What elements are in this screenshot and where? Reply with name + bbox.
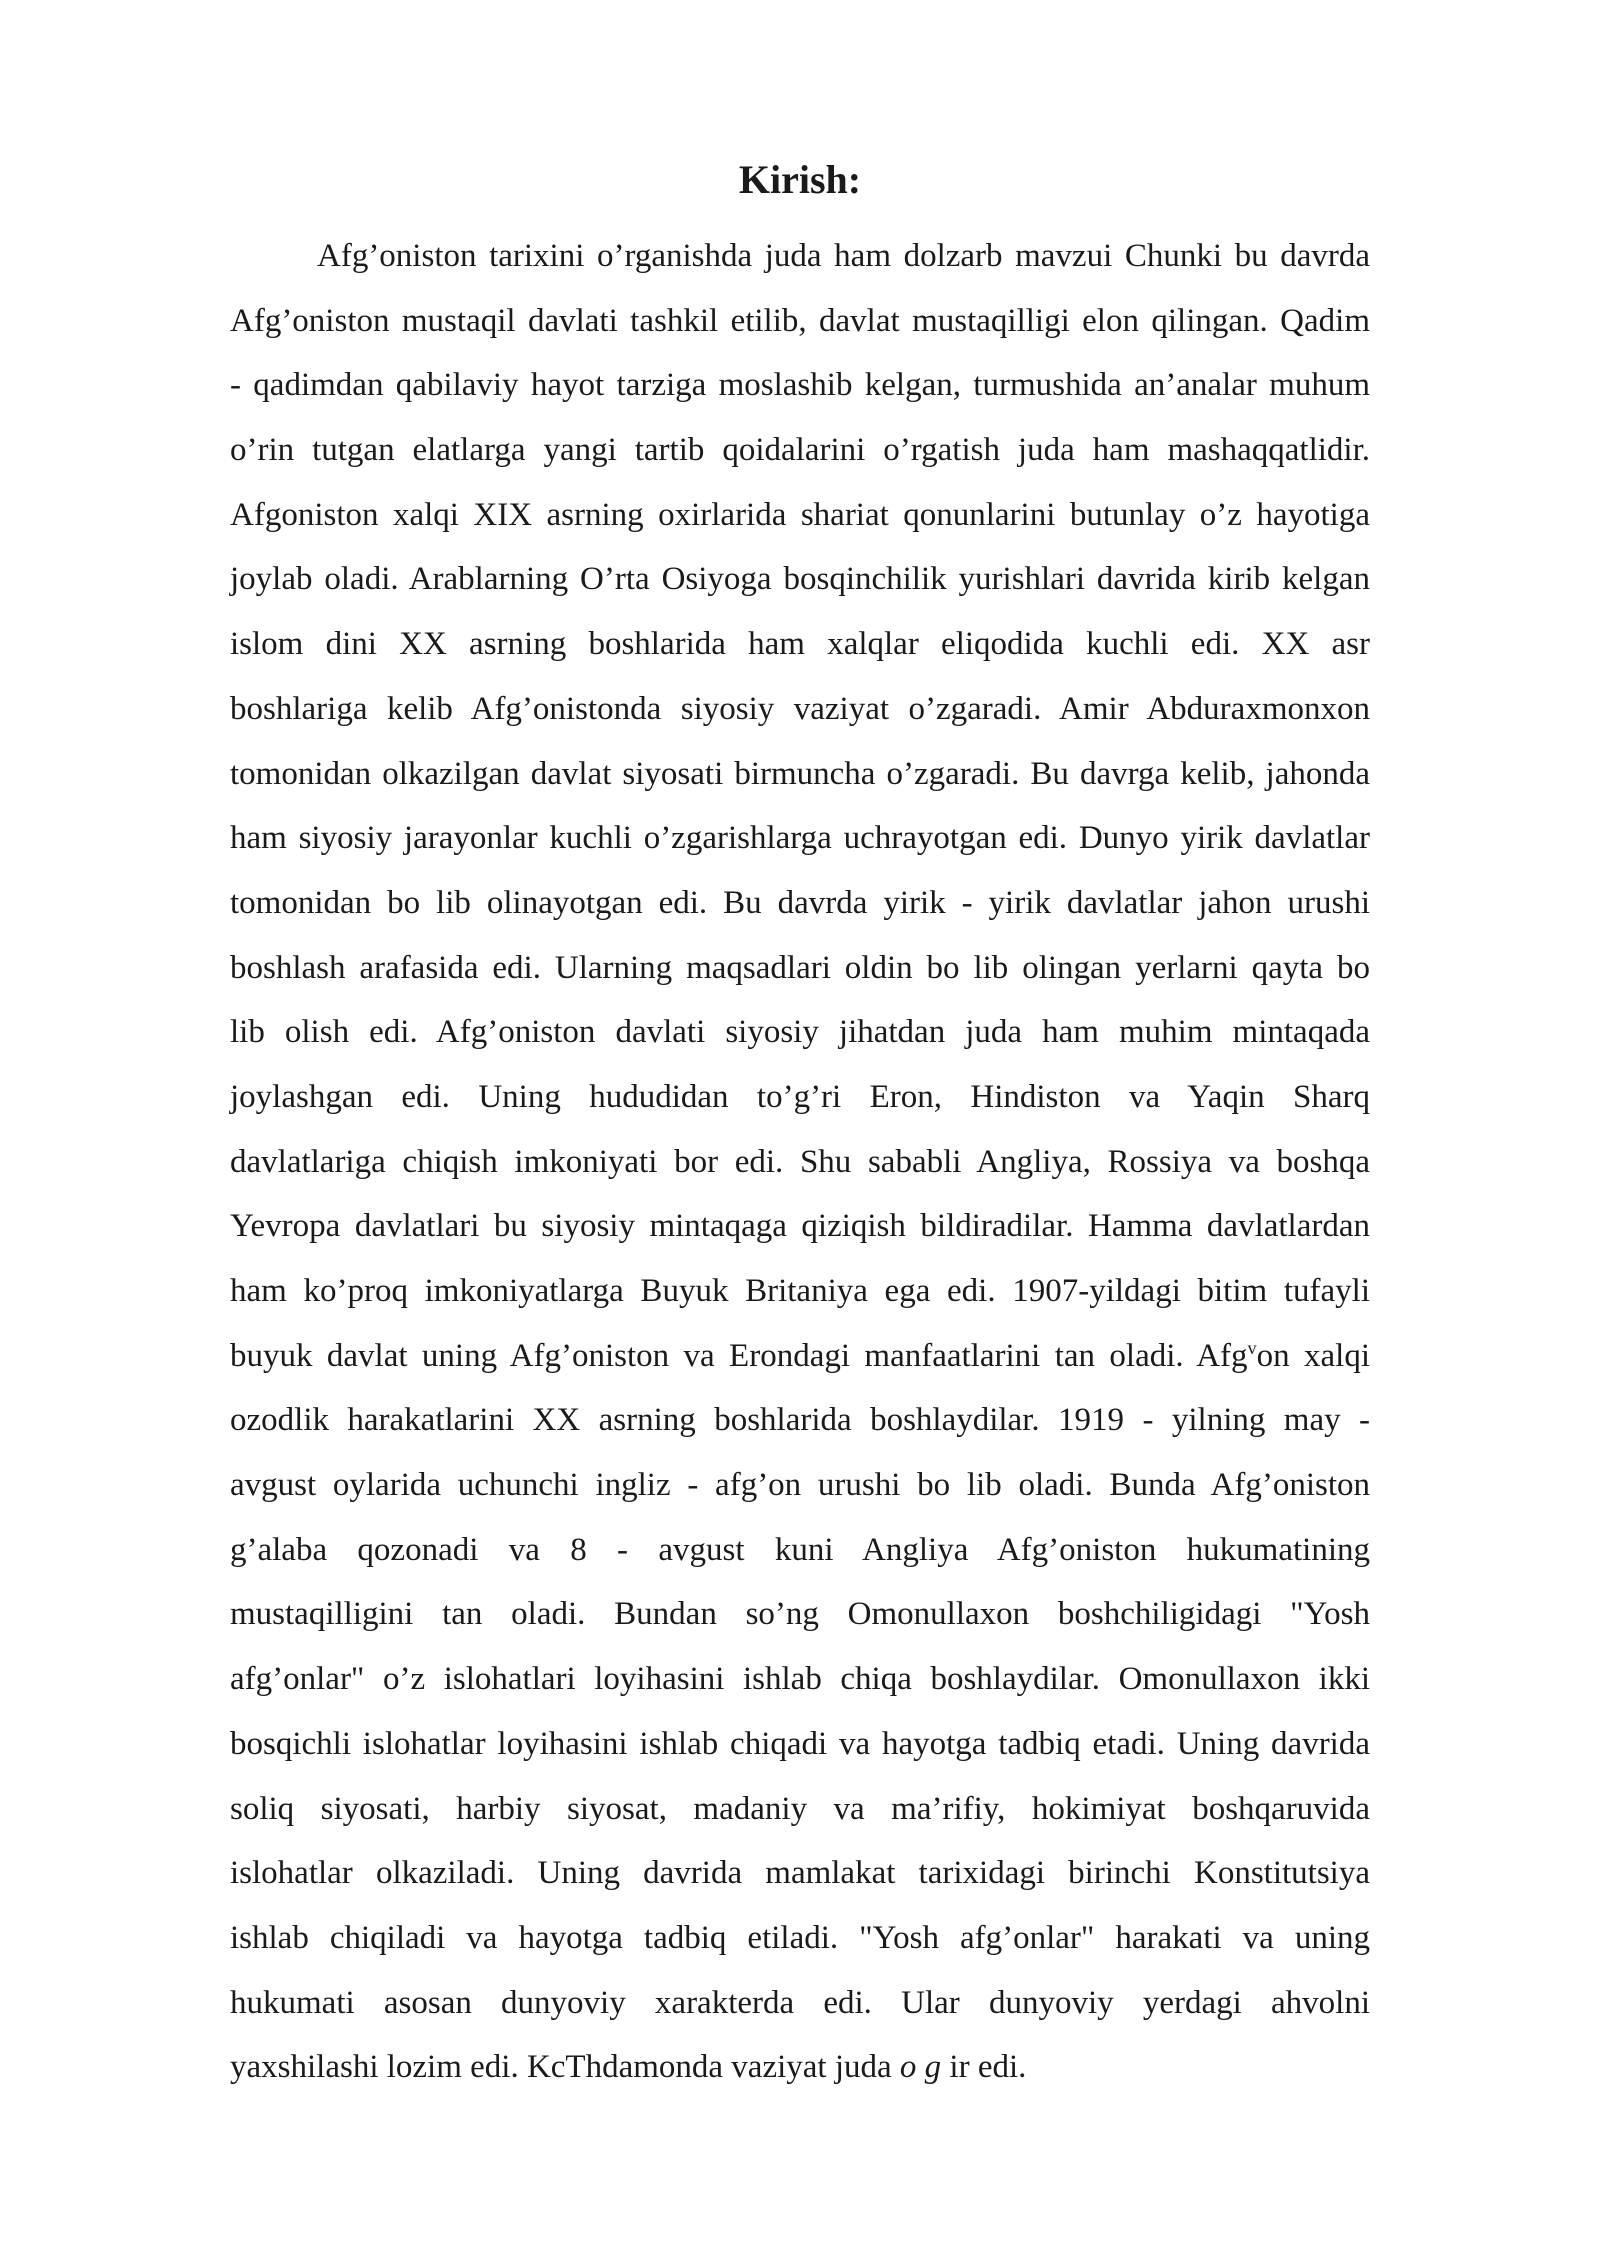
text-line: islom dini XX asrning boshlarida ham xalqlar eliqodida kuchli edi. XX asr bbox=[230, 626, 1370, 663]
page-title: Kirish: bbox=[738, 157, 862, 202]
text-segment: yaxshilashi lozim edi. KcThdamonda vaziyat juda bbox=[230, 2049, 900, 2086]
text-line: lib olish edi. Afg’oniston davlati siyosiy jihatdan juda ham muhim mintaqada bbox=[230, 1014, 1370, 1051]
italic-segment: o g bbox=[899, 2049, 942, 2086]
superscript-mark: v bbox=[1247, 1337, 1257, 1358]
text-line: bosqichli islohatlar loyihasini ishlab chiqadi va hayotga tadbiq etadi. Uning davrida bbox=[230, 1725, 1370, 1762]
text-segment: ir edi. bbox=[941, 2049, 1027, 2086]
text-line: o’rin tutgan elatlarga yangi tartib qoidalarini o’rgatish juda ham mashaqqatlidir. bbox=[230, 432, 1370, 469]
text-line: hukumati asosan dunyoviy xarakterda edi. Ular dunyoviy yerdagi ahvolni bbox=[230, 1984, 1370, 2021]
text-line: islohatlar olkaziladi. Uning davrida mamlakat tarixidagi birinchi Konstitutsiya bbox=[230, 1855, 1370, 1892]
text-line: boshlariga kelib Afg’onistonda siyosiy vaziyat o’zgaradi. Amir Abduraxmonxon bbox=[230, 690, 1370, 727]
text-line: boshlash arafasida edi. Ularning maqsadlari oldin bo lib olingan yerlarni qayta bo bbox=[230, 949, 1370, 986]
text-line-last bbox=[230, 2035, 1370, 2100]
text-segment: on xalqi bbox=[1256, 1337, 1370, 1374]
text-line: avgust oylarida uchunchi ingliz - afg’on urushi bo lib oladi. Bunda Afg’oniston bbox=[230, 1467, 1370, 1504]
body-paragraph bbox=[230, 224, 1370, 2100]
text-line: ham ko’proq imkoniyatlarga Buyuk Britaniya ega edi. 1907-yildagi bitim tufayli bbox=[230, 1273, 1370, 1309]
text-line: tomonidan bo lib olinayotgan edi. Bu davrda yirik - yirik davlatlar jahon urushi bbox=[230, 884, 1370, 921]
text-line: ozodlik harakatlarini XX asrning boshlarida boshlaydilar. 1919 - yilning may - bbox=[230, 1402, 1370, 1439]
text-line: mustaqilligini tan oladi. Bundan so’ng Omonullaxon boshchiligidagi "Yosh bbox=[230, 1596, 1370, 1633]
text-line: davlatlariga chiqish imkoniyati bor edi. Shu sababli Angliya, Rossiya va boshqa bbox=[230, 1143, 1370, 1180]
text-segment: buyuk davlat uning Afg’oniston va Erondagi manfaatlarini tan oladi. Afg bbox=[230, 1337, 1248, 1374]
text-line: Yevropa davlatlari bu siyosiy mintaqaga qiziqish bildiradilar. Hamma davlatlardan bbox=[230, 1208, 1370, 1245]
text-line-with-superscript bbox=[230, 1324, 1370, 1389]
text-line: - qadimdan qabilaviy hayot tarziga moslashib kelgan, turmushida an’analar muhum bbox=[230, 367, 1370, 404]
text-line: joylab oladi. Arablarning O’rta Osiyoga bosqinchilik yurishlari davrida kirib kelgan bbox=[230, 561, 1370, 598]
text-line: ham siyosiy jarayonlar kuchli o’zgarishlarga uchrayotgan edi. Dunyo yirik davlatlar bbox=[230, 820, 1370, 857]
text-line: ishlab chiqiladi va hayotga tadbiq etiladi. "Yosh afg’onlar" harakati va uning bbox=[230, 1919, 1370, 1956]
text-line: Afg’oniston mustaqil davlati tashkil etilib, davlat mustaqilligi elon qilingan. Qadim bbox=[230, 302, 1370, 339]
text-line: Afg’oniston tarixini o’rganishda juda ham dolzarb mavzui Chunki bu davrda bbox=[317, 238, 1370, 274]
text-line: g’alaba qozonadi va 8 - avgust kuni Angliya Afg’oniston hukumatining bbox=[230, 1531, 1370, 1568]
text-line: Afgoniston xalqi XIX asrning oxirlarida shariat qonunlarini butunlay o’z hayotiga bbox=[230, 496, 1370, 533]
text-line: tomonidan olkazilgan davlat siyosati birmuncha o’zgaradi. Bu davrga kelib, jahonda bbox=[230, 755, 1370, 792]
text-line: soliq siyosati, harbiy siyosat, madaniy va ma’rifiy, hokimiyat boshqaruvida bbox=[230, 1790, 1370, 1827]
text-line: afg’onlar" o’z islohatlari loyihasini ishlab chiqa boshlaydilar. Omonullaxon ikki bbox=[230, 1661, 1370, 1698]
text-line: joylashgan edi. Uning hududidan to’g’ri Eron, Hindiston va Yaqin Sharq bbox=[230, 1078, 1370, 1115]
